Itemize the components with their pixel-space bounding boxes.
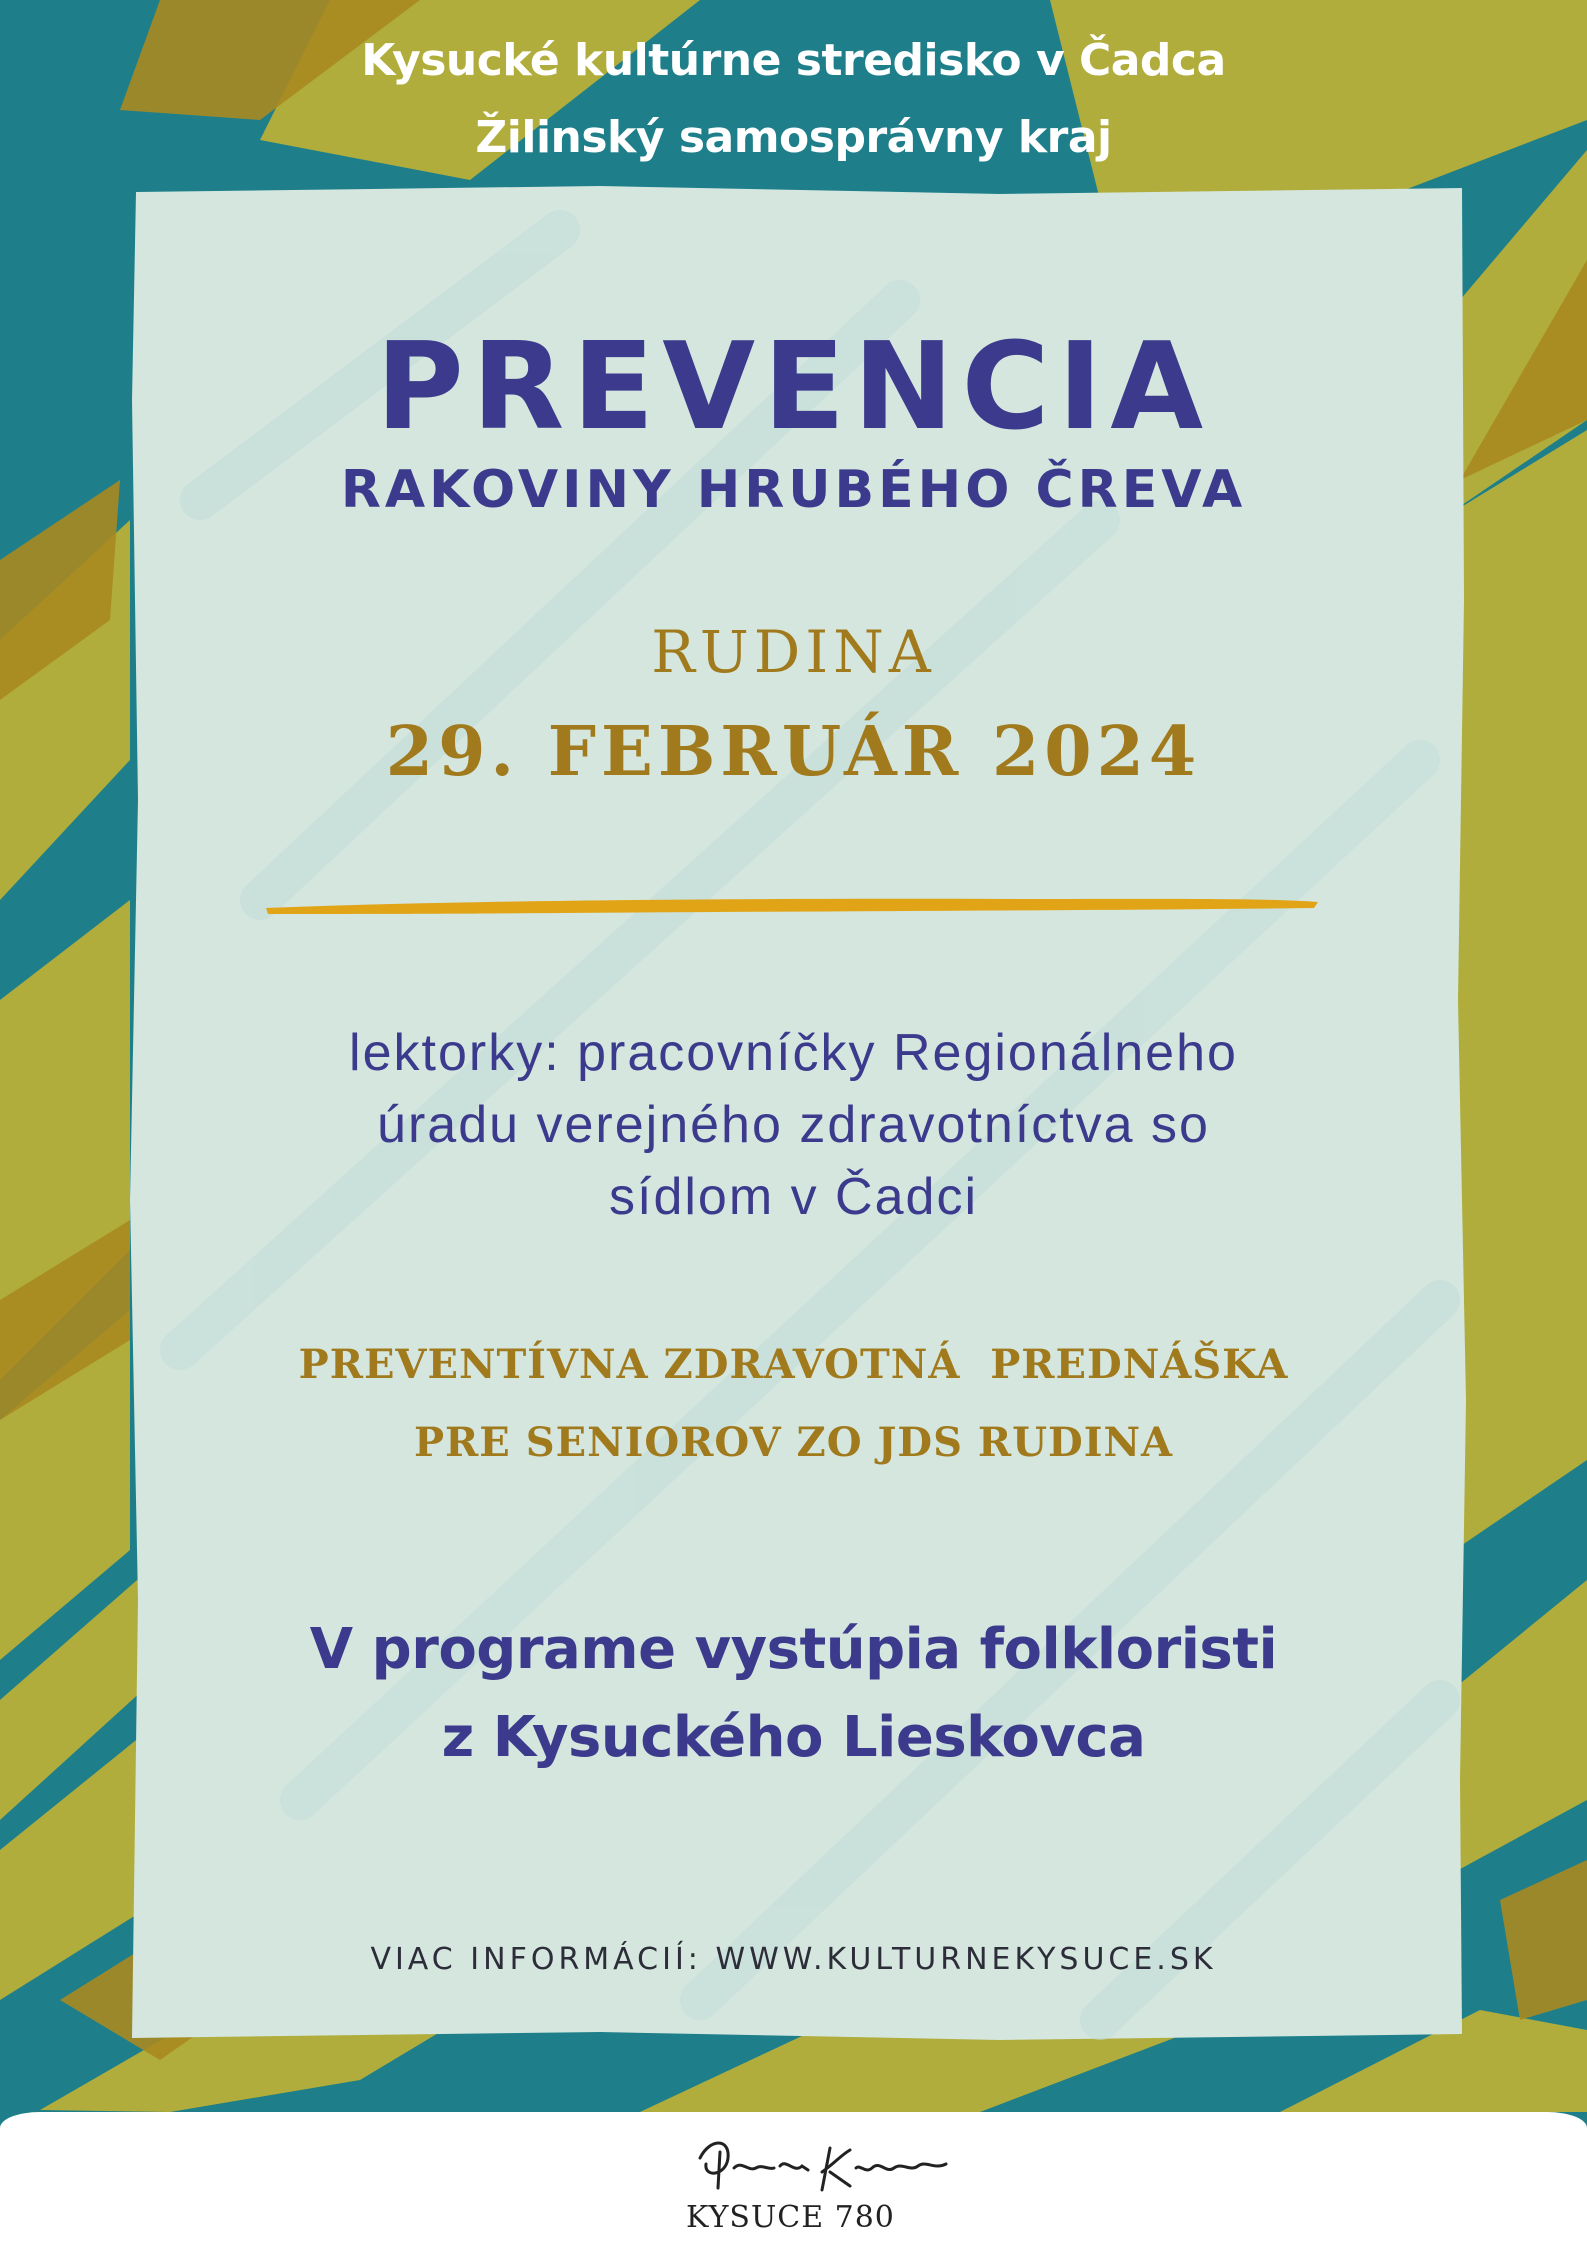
event-place: RUDINA xyxy=(651,618,936,686)
divider-line xyxy=(262,888,1322,924)
kysuce-780-logo-text: KYSUCE 780 xyxy=(686,2200,895,2235)
lecturers-line-3: sídlom v Čadci xyxy=(609,1168,978,1226)
lecture-type-line-1: PREVENTÍVNA ZDRAVOTNÁ PREDNÁŠKA xyxy=(298,1341,1289,1388)
program-line-2: z Kysuckého Lieskovca xyxy=(441,1705,1146,1770)
lecture-type-line-2: PRE SENIOROV ZO JDS RUDINA xyxy=(413,1419,1174,1466)
more-info-link[interactable]: VIAC INFORMÁCIÍ: WWW.KULTURNEKYSUCE.SK xyxy=(370,1942,1217,1977)
event-date: 29. FEBRUÁR 2024 xyxy=(385,712,1202,792)
lecturers-line-2: úradu verejného zdravotníctva so xyxy=(377,1096,1210,1154)
organizer-name: Kysucké kultúrne stredisko v Čadca xyxy=(361,35,1226,86)
event-subtitle: RAKOVINY HRUBÉHO ČREVA xyxy=(340,460,1247,520)
lecturers-line-1: lektorky: pracovníčky Regionálneho xyxy=(349,1024,1238,1082)
event-title: PREVENCIA xyxy=(375,318,1212,457)
region-name: Žilinský samosprávny kraj xyxy=(475,112,1112,163)
program-line-1: V programe vystúpia folkloristi xyxy=(309,1617,1278,1682)
forum-kysuc-signature-logo xyxy=(690,2128,960,2208)
